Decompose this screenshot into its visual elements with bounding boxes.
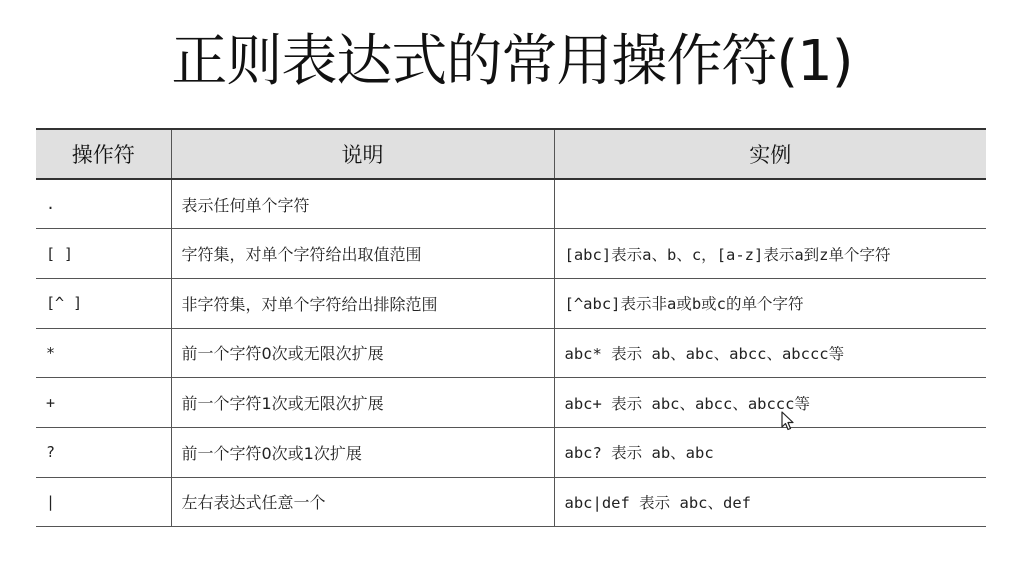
operator-cell: + [36,378,171,428]
description-cell: 左右表达式任意一个 [171,477,554,527]
table-row [36,427,986,477]
operators-table [36,128,986,527]
example-cell [554,179,986,229]
example-cell: abc+ 表示 abc、abcc、abccc等 [554,378,986,428]
operator-cell: [ ] [36,229,171,279]
page-title: 正则表达式的常用操作符(1) [171,29,853,94]
example-cell: abc? 表示 ab、abc [554,427,986,477]
table-row [36,229,986,279]
mouse-pointer-icon [781,411,795,431]
description-cell: 字符集，对单个字符给出取值范围 [171,229,554,279]
description-cell: 前一个字符1次或无限次扩展 [171,378,554,428]
operator-cell: | [36,477,171,527]
description-cell: 前一个字符0次或1次扩展 [171,427,554,477]
operator-cell: * [36,328,171,378]
example-cell: abc|def 表示 abc、def [554,477,986,527]
description-cell: 表示任何单个字符 [171,179,554,229]
operator-cell: . [36,179,171,229]
example-cell: [^abc]表示非a或b或c的单个字符 [554,278,986,328]
table-row [36,278,986,328]
table-row [36,477,986,527]
table-row [36,179,986,229]
header-example: 实例 [554,129,986,179]
description-cell: 非字符集，对单个字符给出排除范围 [171,278,554,328]
table-header-row [36,129,986,179]
example-cell: abc* 表示 ab、abc、abcc、abccc等 [554,328,986,378]
header-description: 说明 [171,129,554,179]
operator-cell: [^ ] [36,278,171,328]
header-operator: 操作符 [36,129,171,179]
example-cell: [abc]表示a、b、c，[a-z]表示a到z单个字符 [554,229,986,279]
table-row [36,328,986,378]
operator-cell: ? [36,427,171,477]
table-row [36,378,986,428]
description-cell: 前一个字符0次或无限次扩展 [171,328,554,378]
